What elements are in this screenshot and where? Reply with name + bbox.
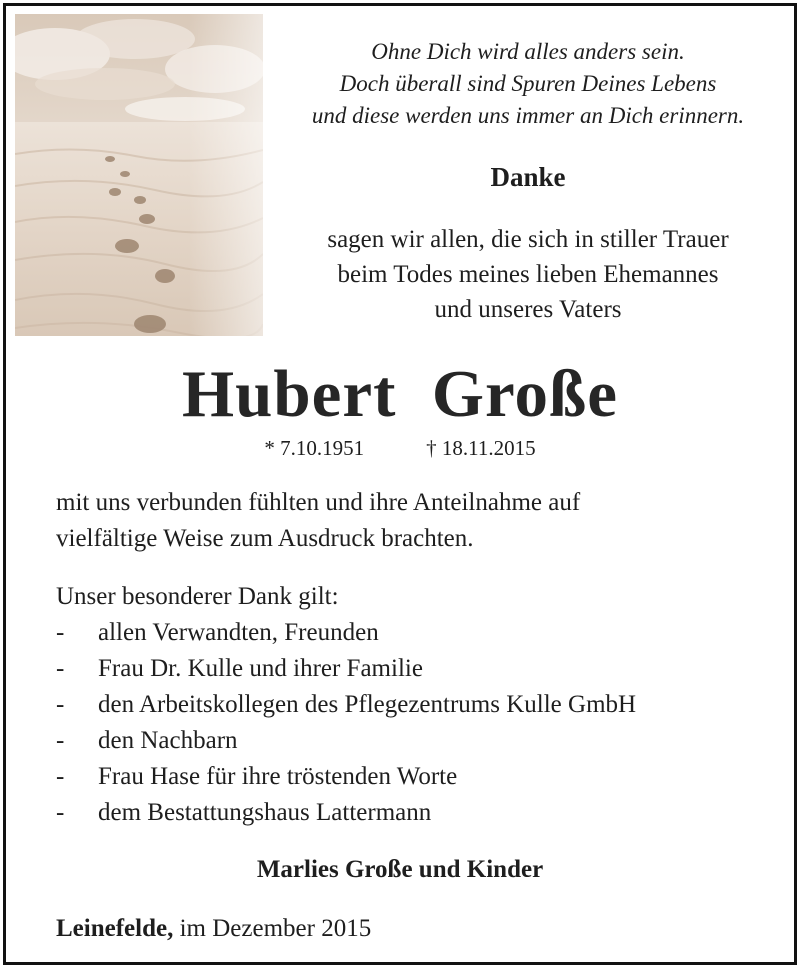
intro-line: sagen wir allen, die sich in stiller Trauer bbox=[327, 226, 729, 253]
list-dash: - bbox=[56, 799, 65, 826]
motto-line: und diese werden uns immer an Dich erinnern. bbox=[311, 103, 745, 128]
death-date: † 18.11.2015 bbox=[426, 436, 536, 460]
list-item-text: den Arbeitskollegen des Pflegezentrums Kulle GmbH bbox=[98, 691, 637, 718]
list-item bbox=[56, 723, 786, 759]
motto-verse bbox=[268, 36, 788, 132]
list-item-text: Frau Hase für ihre tröstenden Worte bbox=[98, 763, 458, 790]
intro-line: und unseres Vaters bbox=[434, 296, 622, 323]
list-item-text: allen Verwandten, Freunden bbox=[98, 619, 379, 646]
body-line: mit uns verbunden fühlten und ihre Anteilnahme auf bbox=[56, 489, 581, 516]
list-dash: - bbox=[56, 763, 65, 790]
list-dash: - bbox=[56, 655, 65, 682]
list-item bbox=[56, 795, 786, 831]
place-city: Leinefelde, bbox=[56, 915, 174, 942]
list-dash: - bbox=[56, 691, 65, 718]
footprints-in-sand-image bbox=[15, 14, 263, 336]
list-item-text: den Nachbarn bbox=[98, 727, 238, 754]
list-item bbox=[56, 687, 786, 723]
place-and-date bbox=[56, 911, 776, 947]
body-line: vielfältige Weise zum Ausdruck brachten. bbox=[56, 525, 474, 552]
obituary-notice bbox=[3, 3, 797, 965]
list-dash: - bbox=[56, 727, 65, 754]
list-item bbox=[56, 759, 786, 795]
intro-line: beim Todes meines lieben Ehemannes bbox=[337, 261, 719, 288]
list-item-text: dem Bestattungshaus Lattermann bbox=[98, 799, 432, 826]
thanks-list bbox=[56, 615, 786, 831]
list-dash: - bbox=[56, 619, 65, 646]
special-thanks-heading: Unser besonderer Dank gilt: bbox=[56, 583, 339, 610]
motto-line: Doch überall sind Spuren Deines Lebens bbox=[339, 71, 717, 96]
body-text bbox=[56, 485, 776, 557]
list-item-text: Frau Dr. Kulle und ihrer Familie bbox=[98, 655, 423, 682]
signature: Marlies Große und Kinder bbox=[256, 856, 544, 883]
intro-text bbox=[268, 222, 788, 327]
birth-date: * 7.10.1951 bbox=[264, 436, 365, 460]
thanks-heading: Danke bbox=[490, 162, 566, 192]
life-dates bbox=[6, 434, 794, 462]
list-item bbox=[56, 615, 786, 651]
place-date: im Dezember 2015 bbox=[173, 915, 372, 942]
motto-line: Ohne Dich wird alles anders sein. bbox=[371, 39, 685, 64]
list-item bbox=[56, 651, 786, 687]
deceased-name: Hubert Große bbox=[181, 357, 619, 431]
